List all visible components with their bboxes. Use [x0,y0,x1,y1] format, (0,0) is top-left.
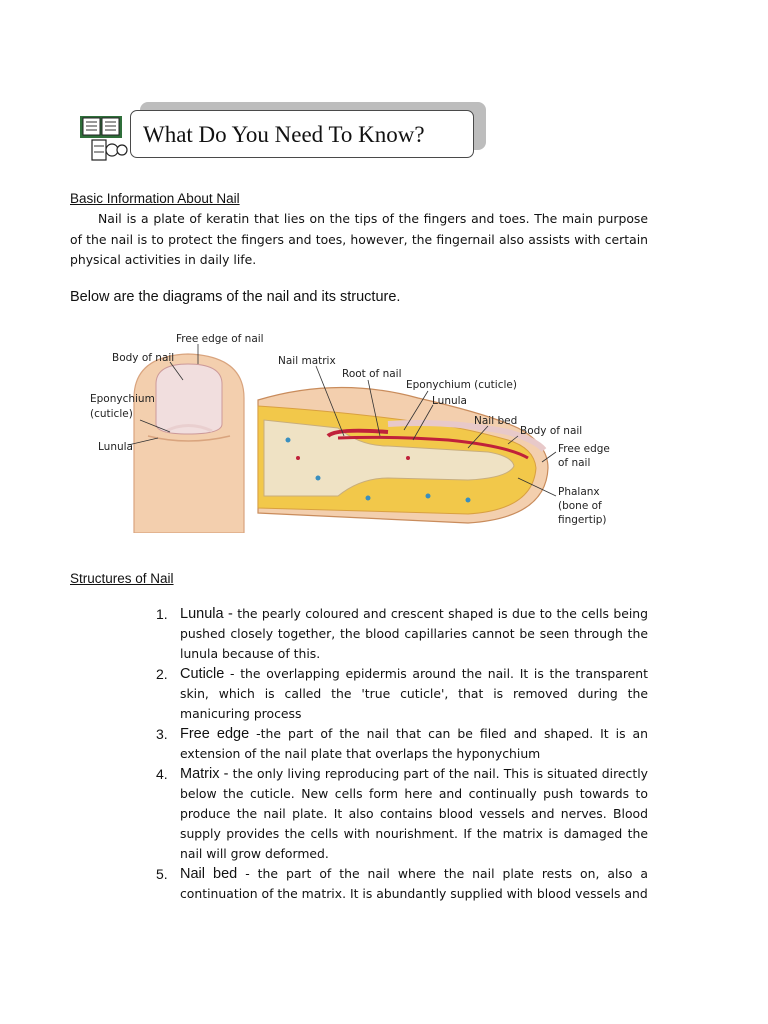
label-nail-bed: Nail bed [474,415,518,427]
label-lunula-right: Lunula [432,395,467,407]
structures-heading: Structures of Nail [70,571,174,586]
label-eponychium-left: Eponychium [90,393,155,405]
label-phalanx-2: (bone of [558,500,602,512]
section-header [78,98,488,164]
label-body-right: Body of nail [520,425,583,437]
label-free-edge-right: Free edge [558,443,610,455]
label-free-edge-right-2: of nail [558,457,591,469]
basic-info-paragraph: Nail is a plate of keratin that lies on the tips of the fingers and toes. The main purpose of the nail is to protect the fingers and toes, however, the fingernail also assists with certain physical activities in daily life. [70,211,648,267]
label-body-left: Body of nail [112,352,175,364]
book-icon [78,112,128,164]
finger-top-view [134,354,244,533]
basic-info-heading: Basic Information About Nail [70,191,240,206]
list-item: 3. Free edge -the part of the nail that can be filed and shaped. It is an extension of the nail plate that overlaps the hyponychium [156,726,648,761]
label-eponychium-right: Eponychium (cuticle) [406,379,517,391]
label-cuticle-left: (cuticle) [90,408,133,420]
list-item: 5. Nail bed - the part of the nail where the nail plate rests on, also a continuation of the matrix. It is abundantly supplied with blood vessels and [156,866,648,901]
label-phalanx-3: fingertip) [558,514,607,526]
list-item: 2. Cuticle - the overlapping epidermis around the nail. It is the transparent skin, which is called the 'true cuticle', that is removed during the manicuring process [156,666,648,721]
title-box [130,110,474,158]
label-phalanx: Phalanx [558,486,600,498]
finger-cross-section [258,387,548,523]
label-lunula-left: Lunula [98,441,133,453]
diagrams-heading: Below are the diagrams of the nail and its structure. [70,289,401,305]
nail-structure-diagram [88,328,628,533]
structures-list [148,604,648,904]
label-root: Root of nail [342,368,402,380]
label-nail-matrix: Nail matrix [278,355,336,367]
label-free-edge-left: Free edge of nail [176,333,264,345]
page-title: What Do You Need To Know? [143,122,425,147]
list-item: 1. Lunula - the pearly coloured and crescent shaped is due to the cells being pushed closely together, the blood capillaries cannot be seen through the lunula because of this. [156,606,648,661]
list-item: 4. Matrix - the only living reproducing part of the nail. This is situated directly below the cuticle. New cells form here and continually push towards to produce the nail plate. It also contains blood vessels and nerves. Blood supply provides the cells with nourishment. If the matrix is damaged the nail will grow deformed. [156,766,648,861]
